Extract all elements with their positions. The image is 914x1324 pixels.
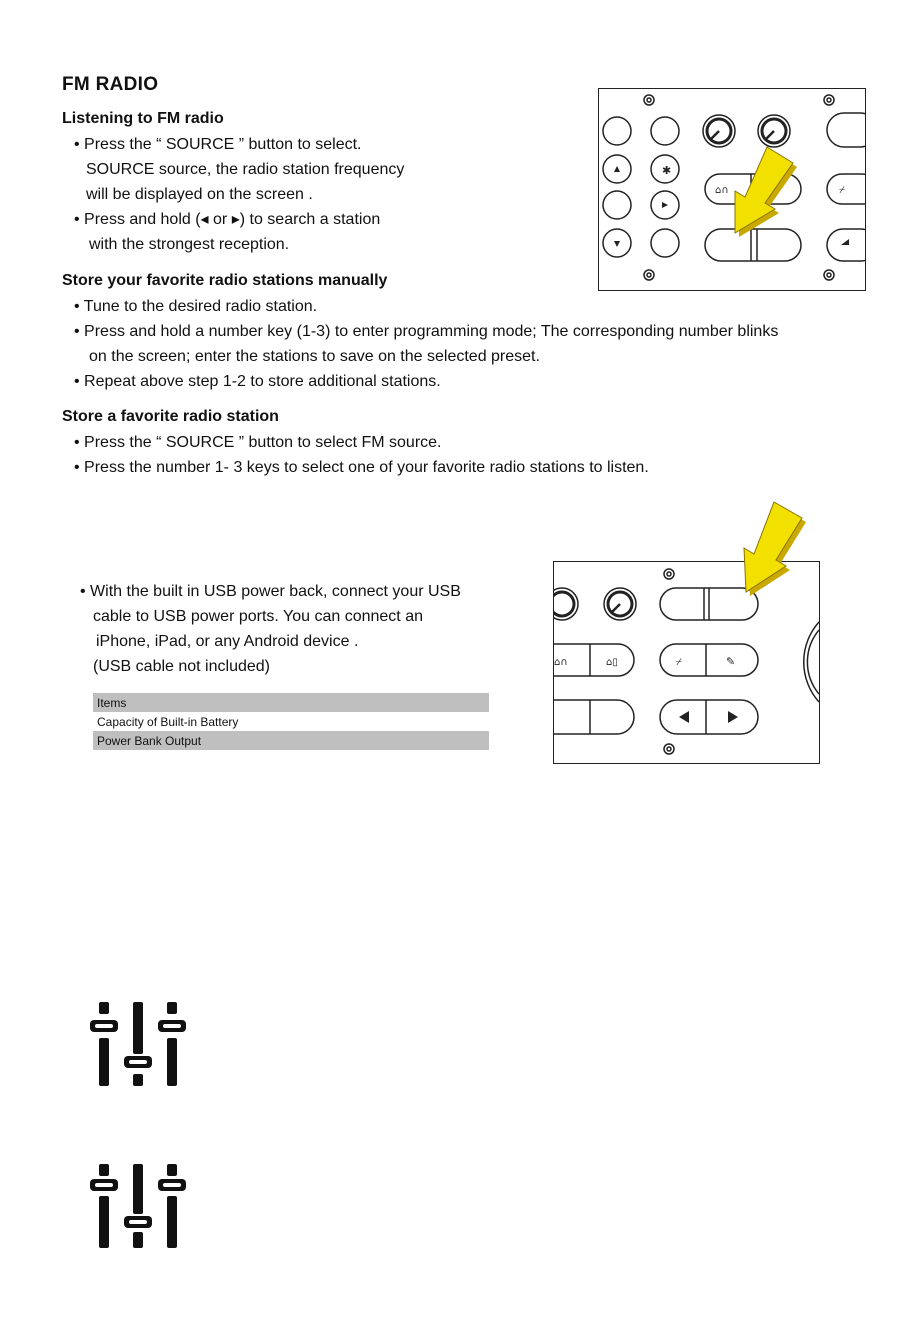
screw-icon bbox=[664, 569, 674, 579]
table-row bbox=[93, 712, 489, 731]
pointer-arrow-icon bbox=[720, 500, 840, 610]
left-arrow-icon bbox=[679, 711, 689, 723]
text-line: • Press the “ SOURCE ” button to select FM source. bbox=[74, 434, 442, 451]
knob-icon bbox=[604, 588, 636, 620]
table-cell: Items bbox=[97, 695, 127, 710]
right-arrow-icon bbox=[728, 711, 738, 723]
text-line: iPhone, iPad, or any Android device . bbox=[96, 633, 359, 650]
text-line: • Press and hold (◂ or ▸) to search a station bbox=[74, 211, 381, 228]
text-line: • Tune to the desired radio station. bbox=[74, 298, 318, 315]
text-line: • Press the number 1- 3 keys to select one of your favorite radio stations to listen. bbox=[74, 459, 649, 476]
knob-icon bbox=[554, 588, 578, 620]
screw-icon bbox=[644, 270, 654, 280]
section-heading-store-manually: Store your favorite radio stations manually bbox=[62, 272, 388, 289]
table-cell: Power Bank Output bbox=[97, 733, 202, 748]
text-line: will be displayed on the screen . bbox=[86, 186, 313, 203]
mic-icon: ✎ bbox=[726, 655, 736, 668]
screw-icon bbox=[664, 744, 674, 754]
table-cell bbox=[282, 712, 489, 731]
text-line: (USB cable not included) bbox=[93, 658, 270, 675]
pointer-arrow-icon bbox=[735, 147, 797, 237]
text-line: on the screen; enter the stations to save on the selected preset. bbox=[89, 348, 540, 365]
screw-icon bbox=[644, 95, 654, 105]
svg-text:⌿: ⌿ bbox=[676, 657, 682, 668]
knob-icon bbox=[703, 115, 735, 147]
screw-icon bbox=[824, 270, 834, 280]
control-panel-drawing bbox=[599, 89, 865, 290]
table-row bbox=[93, 731, 489, 750]
spec-table bbox=[93, 693, 489, 750]
text-line: • Repeat above step 1-2 to store additional stations. bbox=[74, 373, 441, 390]
mic-icon bbox=[827, 174, 865, 204]
equalizer-icon bbox=[86, 1162, 190, 1250]
text-line: cable to USB power ports. You can connect an bbox=[93, 608, 423, 625]
record-icon: ⌂▯ bbox=[606, 657, 618, 668]
table-cell bbox=[282, 693, 489, 712]
table-cell: Capacity of Built-in Battery bbox=[97, 714, 239, 729]
text-line: • With the built in USB power back, connect your USB bbox=[80, 583, 461, 600]
text-line: with the strongest reception. bbox=[89, 236, 290, 253]
equalizer-icon bbox=[86, 1000, 190, 1088]
svg-text:✱: ✱ bbox=[662, 164, 672, 177]
headphone-icon: ⌂∩ bbox=[715, 185, 729, 196]
knob-icon bbox=[758, 115, 790, 147]
screw-icon bbox=[824, 95, 834, 105]
text-line: • Press and hold a number key (1-3) to enter programming mode; The corresponding number blinks bbox=[74, 323, 779, 340]
table-row bbox=[93, 693, 489, 712]
text-line: • Press the “ SOURCE ” button to select. bbox=[74, 136, 362, 153]
control-panel-illustration-fm bbox=[598, 88, 866, 291]
table-cell bbox=[282, 731, 489, 750]
section-heading-listening: Listening to FM radio bbox=[62, 110, 224, 127]
headphone-icon: ⌂∩ bbox=[554, 657, 568, 668]
text-line: SOURCE source, the radio station frequency bbox=[86, 161, 405, 178]
svg-text:⌿: ⌿ bbox=[839, 185, 845, 196]
page-title: FM RADIO bbox=[62, 74, 159, 95]
section-heading-store-favorite: Store a favorite radio station bbox=[62, 408, 279, 425]
